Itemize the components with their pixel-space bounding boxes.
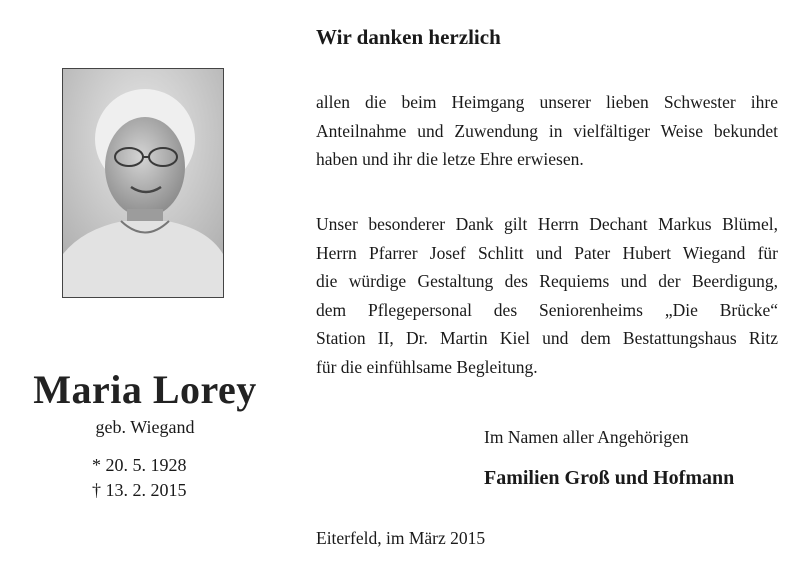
life-dates bbox=[92, 453, 187, 503]
portrait-photo bbox=[62, 68, 224, 298]
behalf-line: Im Namen aller Angehörigen bbox=[484, 427, 689, 447]
text-line: Station II, Dr. Martin Kiel und dem Bestattungshaus Ritz bbox=[316, 328, 778, 348]
text-line: für die einfühlsame Begleitung. bbox=[316, 356, 538, 377]
text-line: die würdige Gestaltung des Requiems und der Beerdigung, bbox=[316, 271, 778, 291]
text-line: haben und ihr die letze Ehre erwiesen. bbox=[316, 149, 584, 169]
family-signature: Familien Groß und Hofmann bbox=[484, 467, 735, 489]
maiden-name: geb. Wiegand bbox=[95, 417, 195, 437]
text-line: Unser besonderer Dank gilt Herrn Dechant Markus Blümel, bbox=[316, 214, 778, 234]
paragraph-thanks bbox=[316, 88, 778, 174]
deceased-name: Maria Lorey bbox=[33, 367, 257, 412]
birth-date: * 20. 5. 1928 bbox=[92, 455, 187, 475]
text-line: allen die beim Heimgang unserer lieben Schwester ihre bbox=[316, 92, 778, 112]
paragraph-special-thanks bbox=[316, 210, 778, 381]
heading-thanks: Wir danken herzlich bbox=[316, 25, 501, 49]
text-line: Anteilnahme und Zuwendung in vielfältiger Weise bekundet bbox=[316, 120, 778, 141]
text-line: dem Pflegepersonal des Seniorenheims „Die Brücke“ bbox=[316, 299, 778, 320]
death-date: † 13. 2. 2015 bbox=[92, 480, 187, 500]
text-line: Herrn Pfarrer Josef Schlitt und Pater Hubert Wiegand für bbox=[316, 242, 778, 263]
place-date: Eiterfeld, im März 2015 bbox=[316, 528, 486, 548]
